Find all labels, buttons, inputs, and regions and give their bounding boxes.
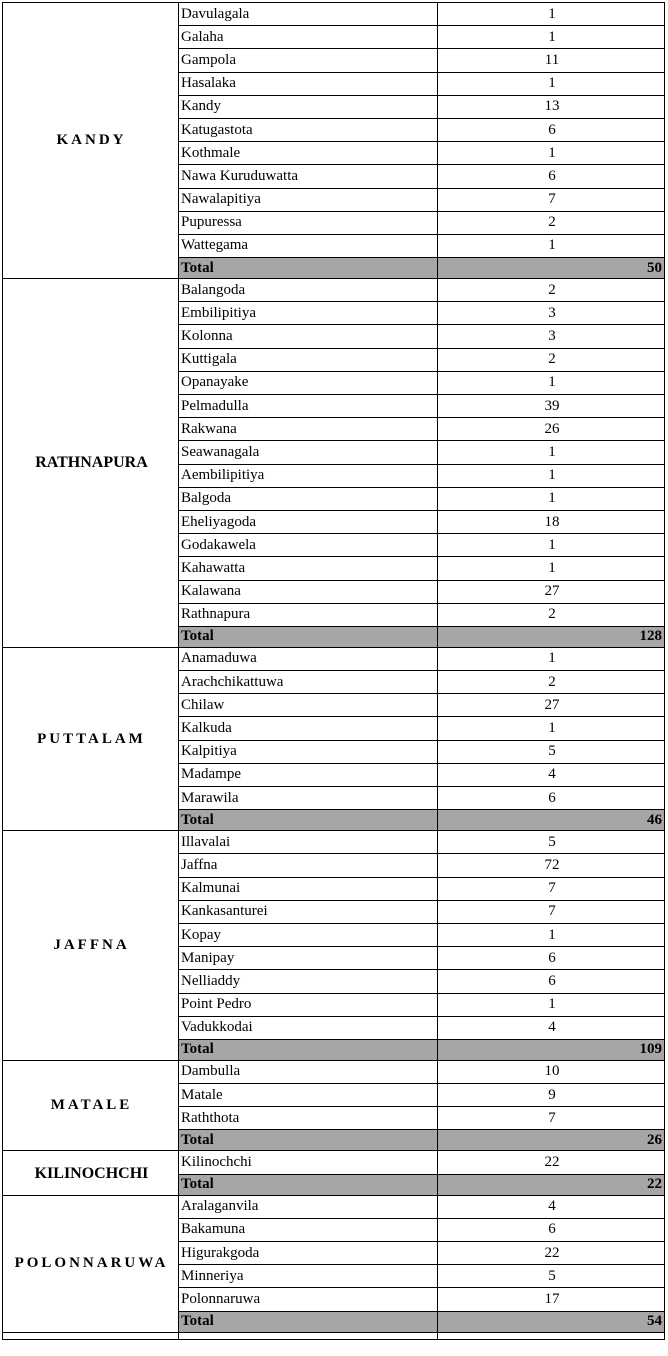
place-count: 6 [438, 1218, 665, 1241]
place-name: Kothmale [179, 142, 438, 165]
place-name: Kalmunai [179, 877, 438, 900]
place-count: 1 [438, 3, 665, 26]
place-name: Kankasanturei [179, 900, 438, 923]
place-name: Aembilipitiya [179, 464, 438, 487]
place-name: Bakamuna [179, 1218, 438, 1241]
place-count: 1 [438, 534, 665, 557]
place-count: 1 [438, 72, 665, 95]
table-body [3, 3, 665, 1340]
place-name: Kalpitiya [179, 740, 438, 763]
place-count: 10 [438, 1060, 665, 1083]
total-value: 128 [438, 626, 665, 647]
place-name: Nawa Kuruduwatta [179, 165, 438, 188]
table-row [3, 3, 665, 26]
place-count: 39 [438, 395, 665, 418]
table-row [3, 647, 665, 670]
place-count: 22 [438, 1242, 665, 1265]
total-label: Total [179, 1311, 438, 1332]
place-count: 3 [438, 325, 665, 348]
total-value: 54 [438, 1311, 665, 1332]
place-name: Dambulla [179, 1060, 438, 1083]
district-name: MATALE [3, 1060, 179, 1151]
place-count: 1 [438, 371, 665, 394]
empty-cell [3, 1332, 179, 1339]
place-name: Rakwana [179, 418, 438, 441]
place-name: Vadukkodai [179, 1016, 438, 1039]
place-name: Jaffna [179, 854, 438, 877]
place-count: 11 [438, 49, 665, 72]
place-name: Rathnapura [179, 603, 438, 626]
place-name: Madampe [179, 763, 438, 786]
place-name: Opanayake [179, 371, 438, 394]
place-name: Arachchikattuwa [179, 671, 438, 694]
place-count: 2 [438, 279, 665, 302]
total-value: 26 [438, 1130, 665, 1151]
place-name: Gampola [179, 49, 438, 72]
place-name: Kandy [179, 95, 438, 118]
place-count: 2 [438, 348, 665, 371]
place-count: 1 [438, 557, 665, 580]
place-name: Kilinochchi [179, 1151, 438, 1174]
place-name: Kalkuda [179, 717, 438, 740]
place-name: Embilipitiya [179, 302, 438, 325]
place-name: Matale [179, 1084, 438, 1107]
place-name: Katugastota [179, 118, 438, 141]
place-name: Point Pedro [179, 993, 438, 1016]
place-name: Galaha [179, 26, 438, 49]
table-row [3, 1151, 665, 1174]
place-name: Chilaw [179, 694, 438, 717]
place-count: 2 [438, 671, 665, 694]
place-name: Balgoda [179, 487, 438, 510]
place-count: 5 [438, 831, 665, 854]
district-name: KANDY [3, 3, 179, 279]
place-name: Aralaganvila [179, 1195, 438, 1218]
place-name: Illavalai [179, 831, 438, 854]
place-name: Marawila [179, 787, 438, 810]
place-name: Higurakgoda [179, 1242, 438, 1265]
place-count: 2 [438, 603, 665, 626]
place-count: 27 [438, 580, 665, 603]
total-label: Total [179, 626, 438, 647]
district-table [2, 2, 665, 1340]
place-name: Raththota [179, 1107, 438, 1130]
table-row [3, 279, 665, 302]
total-value: 22 [438, 1174, 665, 1195]
place-count: 1 [438, 464, 665, 487]
place-name: Kahawatta [179, 557, 438, 580]
place-count: 1 [438, 923, 665, 946]
place-name: Nawalapitiya [179, 188, 438, 211]
place-count: 6 [438, 947, 665, 970]
total-label: Total [179, 810, 438, 831]
place-name: Seawanagala [179, 441, 438, 464]
place-count: 7 [438, 877, 665, 900]
place-count: 2 [438, 211, 665, 234]
place-name: Godakawela [179, 534, 438, 557]
place-count: 6 [438, 165, 665, 188]
place-name: Wattegama [179, 234, 438, 257]
total-label: Total [179, 1130, 438, 1151]
district-name: POLONNARUWA [3, 1195, 179, 1332]
place-count: 4 [438, 1016, 665, 1039]
district-name: PUTTALAM [3, 647, 179, 830]
place-count: 1 [438, 487, 665, 510]
place-count: 7 [438, 188, 665, 211]
place-count: 27 [438, 694, 665, 717]
place-name: Anamaduwa [179, 647, 438, 670]
place-name: Kalawana [179, 580, 438, 603]
place-name: Manipay [179, 947, 438, 970]
place-count: 1 [438, 993, 665, 1016]
place-count: 4 [438, 1195, 665, 1218]
place-count: 1 [438, 441, 665, 464]
district-name: KILINOCHCHI [3, 1151, 179, 1195]
place-count: 72 [438, 854, 665, 877]
place-count: 1 [438, 717, 665, 740]
place-count: 1 [438, 142, 665, 165]
place-count: 4 [438, 763, 665, 786]
place-name: Kopay [179, 923, 438, 946]
place-count: 3 [438, 302, 665, 325]
total-value: 50 [438, 258, 665, 279]
place-count: 9 [438, 1084, 665, 1107]
total-value: 46 [438, 810, 665, 831]
table-row [3, 1195, 665, 1218]
total-label: Total [179, 258, 438, 279]
empty-cell [179, 1332, 438, 1339]
place-name: Nelliaddy [179, 970, 438, 993]
place-count: 26 [438, 418, 665, 441]
place-name: Davulagala [179, 3, 438, 26]
continuation-row [3, 1332, 665, 1339]
total-label: Total [179, 1174, 438, 1195]
place-name: Balangoda [179, 279, 438, 302]
place-name: Kolonna [179, 325, 438, 348]
place-name: Pelmadulla [179, 395, 438, 418]
table-row [3, 1060, 665, 1083]
place-name: Polonnaruwa [179, 1288, 438, 1311]
empty-cell [438, 1332, 665, 1339]
place-name: Hasalaka [179, 72, 438, 95]
place-count: 5 [438, 740, 665, 763]
place-count: 22 [438, 1151, 665, 1174]
place-name: Minneriya [179, 1265, 438, 1288]
place-count: 7 [438, 900, 665, 923]
place-count: 13 [438, 95, 665, 118]
place-name: Kuttigala [179, 348, 438, 371]
place-count: 5 [438, 1265, 665, 1288]
place-name: Pupuressa [179, 211, 438, 234]
place-count: 6 [438, 787, 665, 810]
total-value: 109 [438, 1039, 665, 1060]
place-count: 1 [438, 26, 665, 49]
place-name: Eheliyagoda [179, 510, 438, 533]
place-count: 6 [438, 970, 665, 993]
place-count: 6 [438, 118, 665, 141]
table-row [3, 831, 665, 854]
place-count: 7 [438, 1107, 665, 1130]
district-name: JAFFNA [3, 831, 179, 1061]
place-count: 17 [438, 1288, 665, 1311]
district-name: RATHNAPURA [3, 279, 179, 648]
place-count: 1 [438, 234, 665, 257]
place-count: 1 [438, 647, 665, 670]
total-label: Total [179, 1039, 438, 1060]
place-count: 18 [438, 510, 665, 533]
